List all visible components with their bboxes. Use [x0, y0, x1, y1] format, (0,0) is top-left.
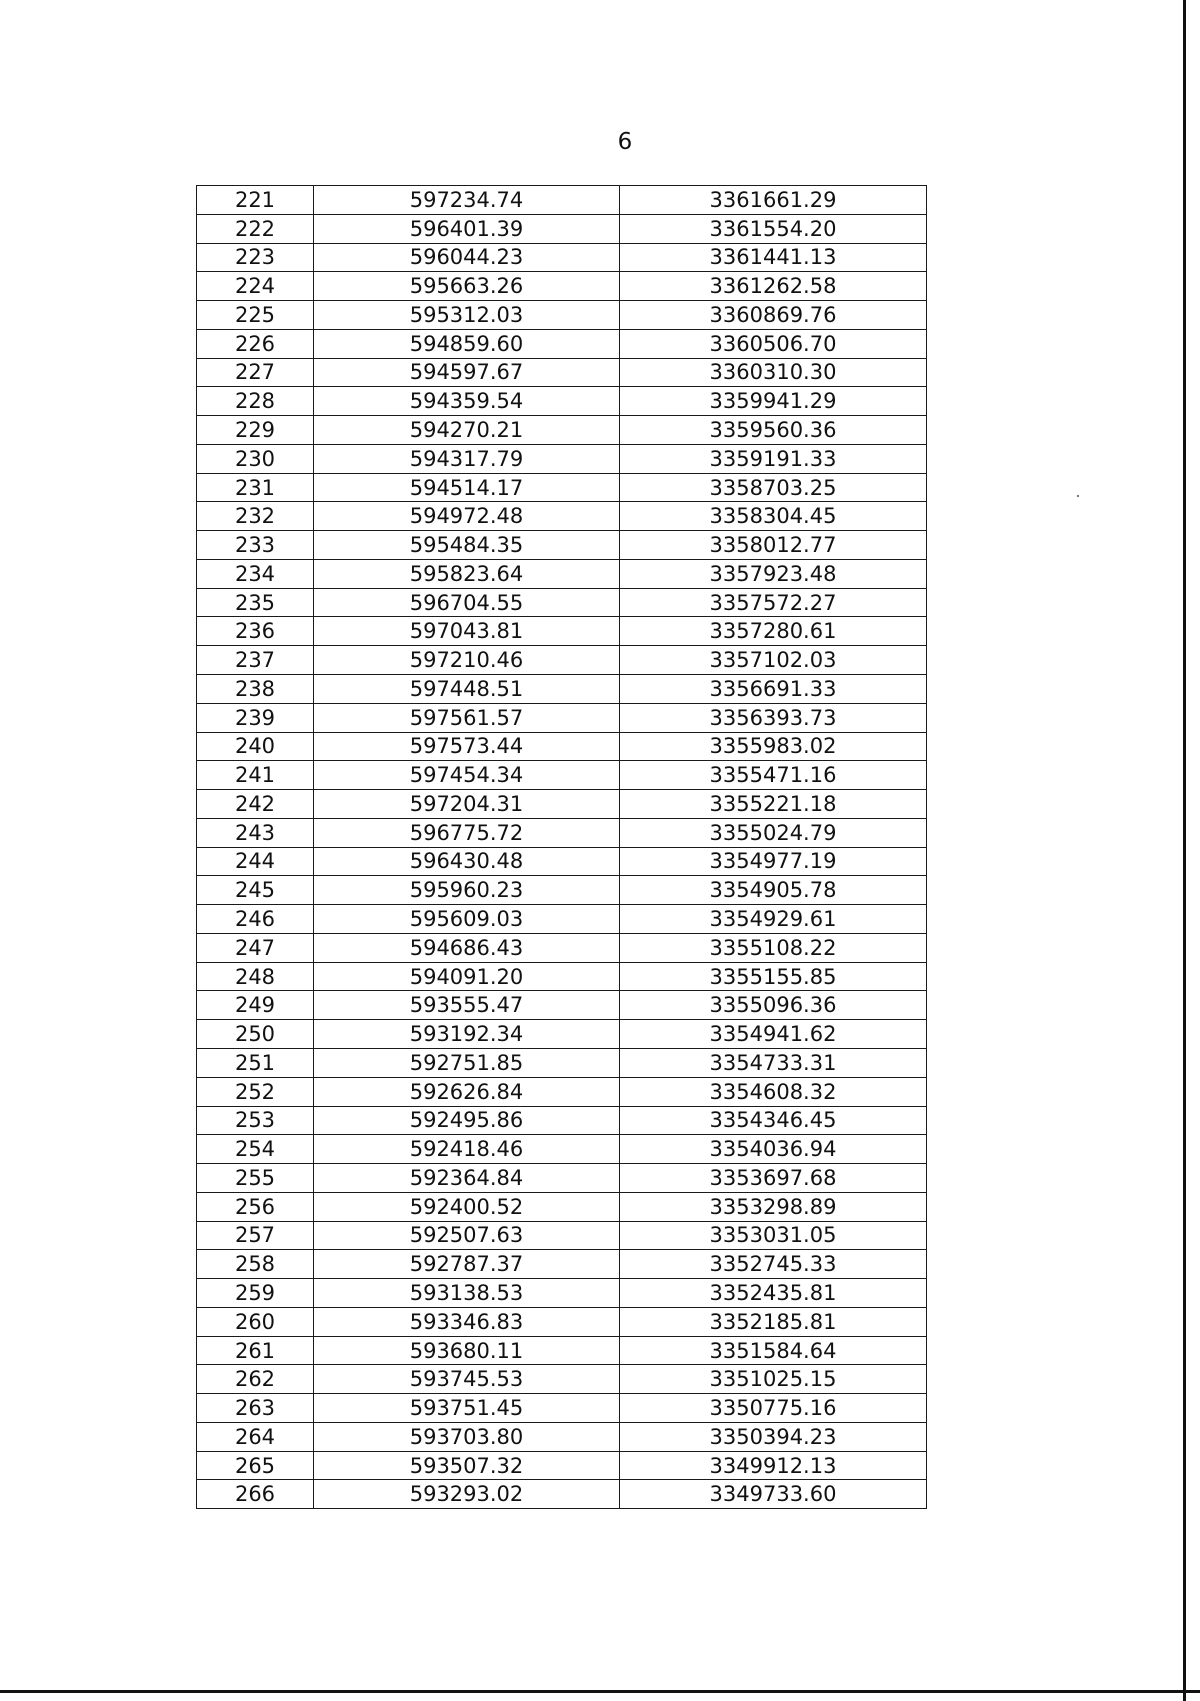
coordinates-table-body — [197, 186, 927, 1509]
point-number-cell: 251 — [197, 1048, 314, 1077]
y-coordinate-cell: 3358012.77 — [620, 531, 927, 560]
y-coordinate-cell: 3357572.27 — [620, 588, 927, 617]
point-number-cell: 264 — [197, 1422, 314, 1451]
x-coordinate-cell: 593507.32 — [314, 1451, 620, 1480]
x-coordinate-cell: 597204.31 — [314, 790, 620, 819]
y-coordinate-cell: 3355108.22 — [620, 933, 927, 962]
table-row — [197, 847, 927, 876]
table-row — [197, 1106, 927, 1135]
table-row — [197, 1250, 927, 1279]
scan-speck — [1077, 495, 1079, 497]
point-number-cell: 244 — [197, 847, 314, 876]
point-number-cell: 232 — [197, 502, 314, 531]
table-row — [197, 502, 927, 531]
page-number: 6 — [617, 129, 633, 155]
table-row — [197, 1020, 927, 1049]
x-coordinate-cell: 595312.03 — [314, 301, 620, 330]
x-coordinate-cell: 594972.48 — [314, 502, 620, 531]
y-coordinate-cell: 3354036.94 — [620, 1135, 927, 1164]
point-number-cell: 242 — [197, 790, 314, 819]
table-row — [197, 473, 927, 502]
y-coordinate-cell: 3350775.16 — [620, 1394, 927, 1423]
y-coordinate-cell: 3354905.78 — [620, 876, 927, 905]
x-coordinate-cell: 596704.55 — [314, 588, 620, 617]
point-number-cell: 221 — [197, 186, 314, 215]
x-coordinate-cell: 592495.86 — [314, 1106, 620, 1135]
y-coordinate-cell: 3353697.68 — [620, 1164, 927, 1193]
y-coordinate-cell: 3350394.23 — [620, 1422, 927, 1451]
point-number-cell: 265 — [197, 1451, 314, 1480]
y-coordinate-cell: 3358703.25 — [620, 473, 927, 502]
y-coordinate-cell: 3357102.03 — [620, 646, 927, 675]
x-coordinate-cell: 596775.72 — [314, 818, 620, 847]
table-row — [197, 1077, 927, 1106]
y-coordinate-cell: 3361441.13 — [620, 243, 927, 272]
table-row — [197, 329, 927, 358]
table-row — [197, 933, 927, 962]
x-coordinate-cell: 596044.23 — [314, 243, 620, 272]
table-row — [197, 646, 927, 675]
point-number-cell: 239 — [197, 703, 314, 732]
y-coordinate-cell: 3349733.60 — [620, 1480, 927, 1509]
point-number-cell: 223 — [197, 243, 314, 272]
x-coordinate-cell: 593745.53 — [314, 1365, 620, 1394]
y-coordinate-cell: 3354346.45 — [620, 1106, 927, 1135]
table-row — [197, 703, 927, 732]
point-number-cell: 224 — [197, 272, 314, 301]
x-coordinate-cell: 592626.84 — [314, 1077, 620, 1106]
table-row — [197, 272, 927, 301]
x-coordinate-cell: 593138.53 — [314, 1279, 620, 1308]
table-row — [197, 991, 927, 1020]
point-number-cell: 230 — [197, 444, 314, 473]
y-coordinate-cell: 3349912.13 — [620, 1451, 927, 1480]
x-coordinate-cell: 594317.79 — [314, 444, 620, 473]
y-coordinate-cell: 3354977.19 — [620, 847, 927, 876]
scan-bottom-edge-line — [0, 1690, 1200, 1693]
table-row — [197, 1394, 927, 1423]
point-number-cell: 236 — [197, 617, 314, 646]
x-coordinate-cell: 594270.21 — [314, 416, 620, 445]
point-number-cell: 238 — [197, 675, 314, 704]
point-number-cell: 266 — [197, 1480, 314, 1509]
point-number-cell: 260 — [197, 1307, 314, 1336]
point-number-cell: 255 — [197, 1164, 314, 1193]
x-coordinate-cell: 597043.81 — [314, 617, 620, 646]
x-coordinate-cell: 594686.43 — [314, 933, 620, 962]
point-number-cell: 256 — [197, 1192, 314, 1221]
point-number-cell: 245 — [197, 876, 314, 905]
point-number-cell: 228 — [197, 387, 314, 416]
x-coordinate-cell: 593703.80 — [314, 1422, 620, 1451]
y-coordinate-cell: 3361262.58 — [620, 272, 927, 301]
point-number-cell: 227 — [197, 358, 314, 387]
table-row — [197, 1221, 927, 1250]
y-coordinate-cell: 3361554.20 — [620, 214, 927, 243]
x-coordinate-cell: 597454.34 — [314, 761, 620, 790]
point-number-cell: 222 — [197, 214, 314, 243]
x-coordinate-cell: 594091.20 — [314, 962, 620, 991]
y-coordinate-cell: 3359560.36 — [620, 416, 927, 445]
point-number-cell: 234 — [197, 559, 314, 588]
table-row — [197, 358, 927, 387]
y-coordinate-cell: 3356393.73 — [620, 703, 927, 732]
table-row — [197, 617, 927, 646]
y-coordinate-cell: 3354929.61 — [620, 905, 927, 934]
table-row — [197, 1307, 927, 1336]
point-number-cell: 235 — [197, 588, 314, 617]
table-row — [197, 559, 927, 588]
y-coordinate-cell: 3359941.29 — [620, 387, 927, 416]
x-coordinate-cell: 592787.37 — [314, 1250, 620, 1279]
x-coordinate-cell: 595823.64 — [314, 559, 620, 588]
x-coordinate-cell: 593293.02 — [314, 1480, 620, 1509]
table-row — [197, 301, 927, 330]
table-row — [197, 588, 927, 617]
x-coordinate-cell: 597448.51 — [314, 675, 620, 704]
x-coordinate-cell: 596430.48 — [314, 847, 620, 876]
x-coordinate-cell: 592507.63 — [314, 1221, 620, 1250]
table-row — [197, 1451, 927, 1480]
x-coordinate-cell: 596401.39 — [314, 214, 620, 243]
point-number-cell: 225 — [197, 301, 314, 330]
point-number-cell: 259 — [197, 1279, 314, 1308]
point-number-cell: 253 — [197, 1106, 314, 1135]
point-number-cell: 246 — [197, 905, 314, 934]
y-coordinate-cell: 3359191.33 — [620, 444, 927, 473]
scan-right-edge-line — [1183, 0, 1186, 1701]
x-coordinate-cell: 592751.85 — [314, 1048, 620, 1077]
table-row — [197, 962, 927, 991]
table-row — [197, 1192, 927, 1221]
table-row — [197, 905, 927, 934]
table-row — [197, 416, 927, 445]
table-row — [197, 1164, 927, 1193]
y-coordinate-cell: 3354733.31 — [620, 1048, 927, 1077]
y-coordinate-cell: 3358304.45 — [620, 502, 927, 531]
table-row — [197, 186, 927, 215]
table-row — [197, 1480, 927, 1509]
x-coordinate-cell: 593346.83 — [314, 1307, 620, 1336]
x-coordinate-cell: 595960.23 — [314, 876, 620, 905]
x-coordinate-cell: 595484.35 — [314, 531, 620, 560]
x-coordinate-cell: 595609.03 — [314, 905, 620, 934]
point-number-cell: 262 — [197, 1365, 314, 1394]
table-row — [197, 732, 927, 761]
x-coordinate-cell: 594359.54 — [314, 387, 620, 416]
table-row — [197, 1135, 927, 1164]
table-row — [197, 444, 927, 473]
table-row — [197, 387, 927, 416]
x-coordinate-cell: 593192.34 — [314, 1020, 620, 1049]
x-coordinate-cell: 593555.47 — [314, 991, 620, 1020]
y-coordinate-cell: 3352185.81 — [620, 1307, 927, 1336]
table-row — [197, 790, 927, 819]
point-number-cell: 247 — [197, 933, 314, 962]
table-row — [197, 1336, 927, 1365]
x-coordinate-cell: 592400.52 — [314, 1192, 620, 1221]
point-number-cell: 249 — [197, 991, 314, 1020]
y-coordinate-cell: 3354941.62 — [620, 1020, 927, 1049]
y-coordinate-cell: 3355155.85 — [620, 962, 927, 991]
y-coordinate-cell: 3355983.02 — [620, 732, 927, 761]
x-coordinate-cell: 594597.67 — [314, 358, 620, 387]
y-coordinate-cell: 3357280.61 — [620, 617, 927, 646]
x-coordinate-cell: 597573.44 — [314, 732, 620, 761]
y-coordinate-cell: 3354608.32 — [620, 1077, 927, 1106]
point-number-cell: 233 — [197, 531, 314, 560]
table-row — [197, 1422, 927, 1451]
y-coordinate-cell: 3351025.15 — [620, 1365, 927, 1394]
table-row — [197, 214, 927, 243]
point-number-cell: 263 — [197, 1394, 314, 1423]
point-number-cell: 226 — [197, 329, 314, 358]
y-coordinate-cell: 3356691.33 — [620, 675, 927, 704]
point-number-cell: 252 — [197, 1077, 314, 1106]
x-coordinate-cell: 592364.84 — [314, 1164, 620, 1193]
point-number-cell: 258 — [197, 1250, 314, 1279]
table-row — [197, 243, 927, 272]
point-number-cell: 240 — [197, 732, 314, 761]
x-coordinate-cell: 594514.17 — [314, 473, 620, 502]
table-row — [197, 1279, 927, 1308]
y-coordinate-cell: 3360869.76 — [620, 301, 927, 330]
x-coordinate-cell: 597561.57 — [314, 703, 620, 732]
y-coordinate-cell: 3353298.89 — [620, 1192, 927, 1221]
table-row — [197, 818, 927, 847]
table-row — [197, 876, 927, 905]
coordinates-table — [196, 185, 927, 1509]
table-row — [197, 531, 927, 560]
point-number-cell: 231 — [197, 473, 314, 502]
y-coordinate-cell: 3355096.36 — [620, 991, 927, 1020]
table-row — [197, 761, 927, 790]
point-number-cell: 237 — [197, 646, 314, 675]
point-number-cell: 261 — [197, 1336, 314, 1365]
y-coordinate-cell: 3357923.48 — [620, 559, 927, 588]
x-coordinate-cell: 592418.46 — [314, 1135, 620, 1164]
point-number-cell: 257 — [197, 1221, 314, 1250]
x-coordinate-cell: 593751.45 — [314, 1394, 620, 1423]
table-row — [197, 1048, 927, 1077]
y-coordinate-cell: 3352745.33 — [620, 1250, 927, 1279]
table-row — [197, 675, 927, 704]
point-number-cell: 254 — [197, 1135, 314, 1164]
y-coordinate-cell: 3353031.05 — [620, 1221, 927, 1250]
y-coordinate-cell: 3351584.64 — [620, 1336, 927, 1365]
x-coordinate-cell: 597234.74 — [314, 186, 620, 215]
point-number-cell: 250 — [197, 1020, 314, 1049]
point-number-cell: 243 — [197, 818, 314, 847]
x-coordinate-cell: 597210.46 — [314, 646, 620, 675]
y-coordinate-cell: 3361661.29 — [620, 186, 927, 215]
x-coordinate-cell: 594859.60 — [314, 329, 620, 358]
y-coordinate-cell: 3355221.18 — [620, 790, 927, 819]
y-coordinate-cell: 3355024.79 — [620, 818, 927, 847]
table-row — [197, 1365, 927, 1394]
y-coordinate-cell: 3352435.81 — [620, 1279, 927, 1308]
y-coordinate-cell: 3360310.30 — [620, 358, 927, 387]
y-coordinate-cell: 3355471.16 — [620, 761, 927, 790]
point-number-cell: 248 — [197, 962, 314, 991]
point-number-cell: 229 — [197, 416, 314, 445]
x-coordinate-cell: 595663.26 — [314, 272, 620, 301]
point-number-cell: 241 — [197, 761, 314, 790]
x-coordinate-cell: 593680.11 — [314, 1336, 620, 1365]
y-coordinate-cell: 3360506.70 — [620, 329, 927, 358]
